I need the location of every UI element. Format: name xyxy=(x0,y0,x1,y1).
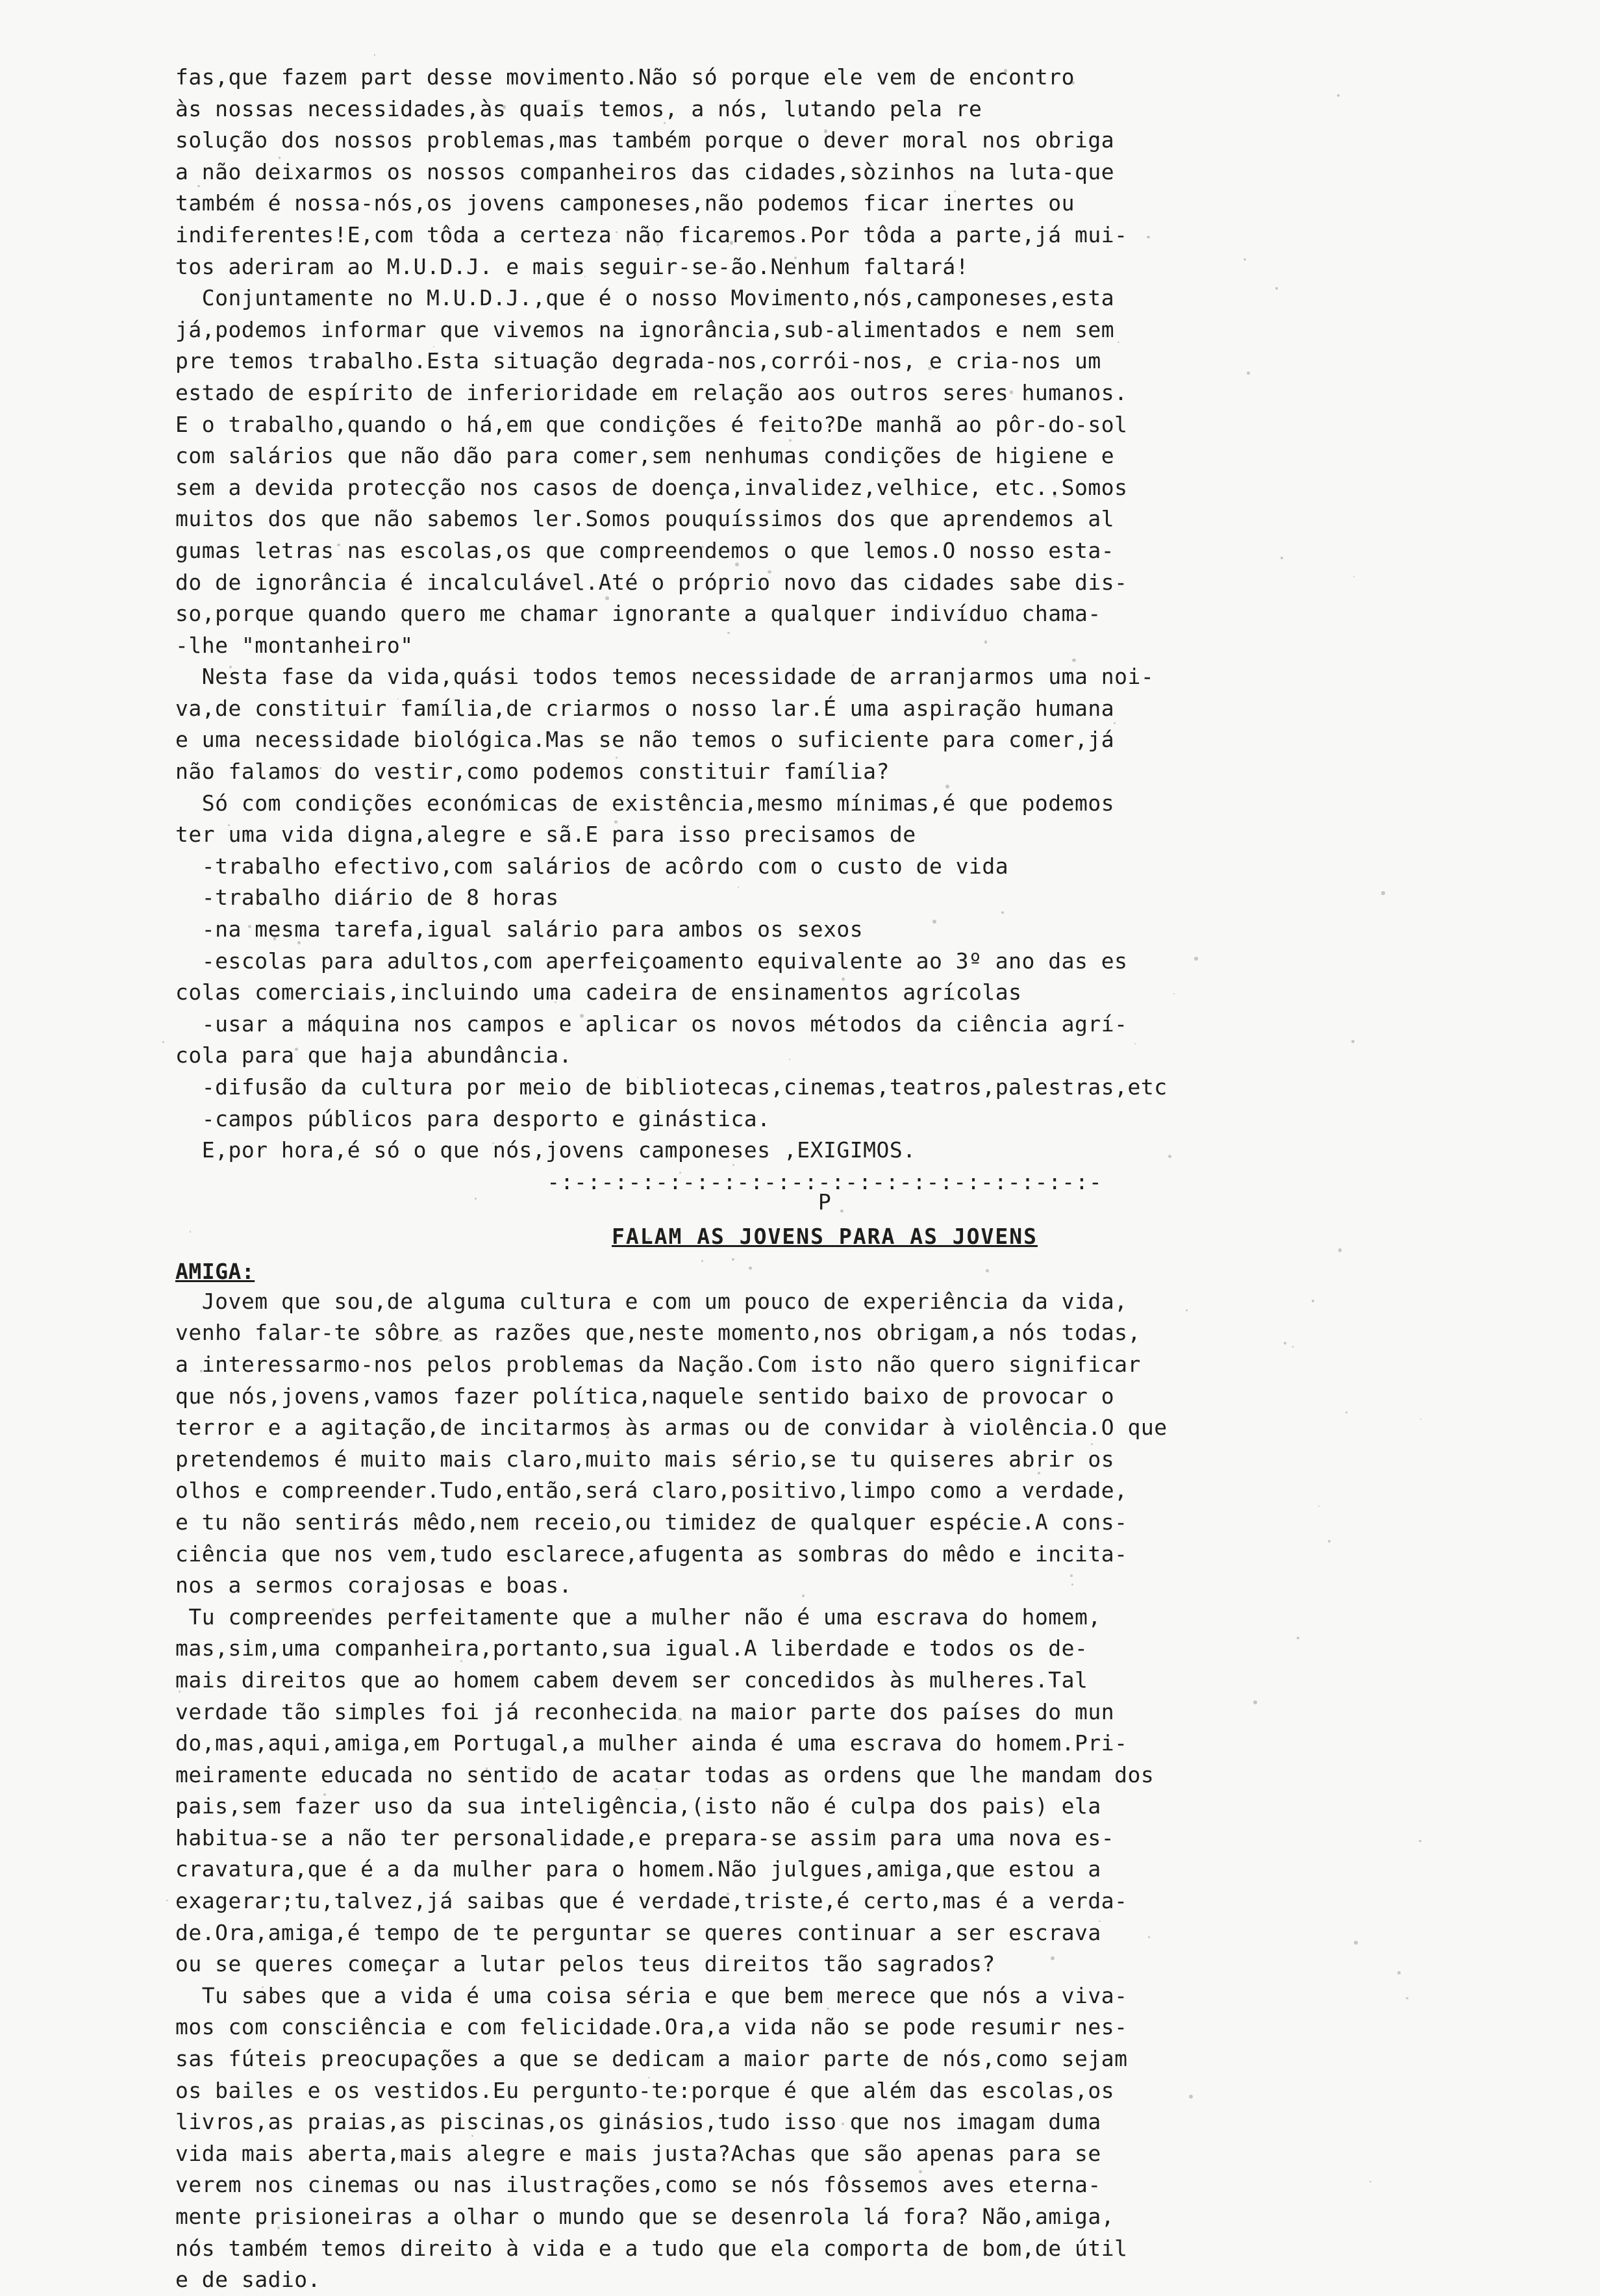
scan-speck xyxy=(768,570,771,574)
scan-speck xyxy=(228,824,230,826)
salutation: AMIGA: xyxy=(175,1258,255,1284)
text-line: estado de espírito de inferioridade em relação aos outros seres humanos. xyxy=(175,379,1128,405)
text-line: verdade tão simples foi já reconhecida na maior parte dos países do mun xyxy=(175,1698,1115,1724)
handwritten-letter-mark: P xyxy=(818,1189,832,1215)
text-line: muitos dos que não sabemos ler.Somos pouquíssimos dos que aprendemos al xyxy=(175,506,1115,532)
scan-speck xyxy=(789,439,792,442)
scan-speck xyxy=(181,103,184,107)
text-line: Jovem que sou,de alguma cultura e com um pouco de experiência da vida, xyxy=(175,1288,1128,1314)
text-line: -trabalho efectivo,com salários de acôrdo com o custo de vida xyxy=(175,853,1009,879)
text-line: olhos e compreender.Tudo,então,será claro,positivo,limpo como a verdade, xyxy=(175,1478,1128,1504)
text-line: nos a sermos corajosas e boas. xyxy=(175,1572,573,1598)
text-line: a interessarmo-nos pelos problemas da Nação.Com isto não quero significar xyxy=(175,1351,1141,1377)
scan-speck xyxy=(679,1172,681,1174)
scan-speck xyxy=(789,1059,790,1060)
text-line: e tu não sentirás mêdo,nem receio,ou timidez de qualquer espécie.A cons- xyxy=(175,1509,1128,1535)
scan-speck xyxy=(492,1142,494,1144)
scan-speck xyxy=(605,596,609,600)
text-line: E,por hora,é só o que nós,jovens camponeses ,EXIGIMOS. xyxy=(175,1137,916,1163)
text-line: -campos públicos para desporto e ginástica. xyxy=(175,1105,771,1131)
scan-speck xyxy=(1051,1956,1055,1960)
scan-speck xyxy=(1244,259,1246,261)
scan-speck xyxy=(319,767,321,769)
text-line: Nesta fase da vida,quási todos temos necessidade de arranjarmos uma noi- xyxy=(175,664,1155,690)
scan-speck xyxy=(471,2135,473,2137)
text-line: -difusão da cultura por meio de bibliotecas,cinemas,teatros,palestras,etc xyxy=(175,1074,1168,1100)
scan-speck xyxy=(1004,69,1007,72)
scan-speck xyxy=(229,666,232,668)
text-line: e uma necessidade biológica.Mas se não temos o suficiente para comer,já xyxy=(175,727,1115,753)
text-line: -lhe "montanheiro" xyxy=(175,632,414,658)
scan-speck xyxy=(379,134,382,137)
text-line: so,porque quando quero me chamar ignorante a qualquer indivíduo chama- xyxy=(175,601,1101,627)
scan-speck xyxy=(1001,911,1004,914)
section-heading: FALAM AS JOVENS PARA AS JOVENS xyxy=(611,1223,1038,1249)
text-line: venho falar-te sôbre as razões que,neste momento,nos obrigam,a nós todas, xyxy=(175,1320,1141,1346)
text-line: mos com consciência e com felicidade.Ora,a vida não se pode resumir nes- xyxy=(175,2014,1128,2040)
scan-speck xyxy=(606,1436,608,1439)
scan-speck xyxy=(1338,1248,1342,1252)
scan-speck xyxy=(701,1260,703,1262)
text-line: ciência que nos vem,tudo esclarece,afugenta as sombras do mêdo e incita- xyxy=(175,1541,1128,1567)
text-line: mente prisioneiras a olhar o mundo que se desenrola lá fora? Não,amiga, xyxy=(175,2204,1115,2229)
scan-speck xyxy=(523,426,527,429)
text-line: nós também temos direito à vida e a tudo que ela comporta de bom,de útil xyxy=(175,2235,1128,2261)
scan-speck xyxy=(1328,1540,1331,1543)
scan-speck xyxy=(1070,1574,1073,1577)
scan-speck xyxy=(364,1112,366,1115)
scan-speck xyxy=(505,2152,508,2155)
scan-speck xyxy=(197,185,199,187)
scan-speck xyxy=(162,1041,164,1043)
scan-speck xyxy=(727,1893,729,1895)
scan-speck xyxy=(1312,1300,1314,1302)
text-line: ou se queres começar a lutar pelos teus direitos tão sagrados? xyxy=(175,1951,995,1977)
scan-speck xyxy=(392,807,395,811)
text-line: tos aderiram ao M.U.D.J. e mais seguir-se-ão.Nenhum faltará! xyxy=(175,253,969,279)
scan-speck xyxy=(1194,957,1198,961)
text-line: cola para que haja abundância. xyxy=(175,1042,573,1068)
text-line: do,mas,aqui,amiga,em Portugal,a mulher ainda é uma escrava do homem.Pri- xyxy=(175,1730,1128,1756)
scan-speck xyxy=(259,2188,262,2190)
text-line: já,podemos informar que vivemos na ignorância,sub-alimentados e nem sem xyxy=(175,316,1115,342)
text-line: Conjuntamente no M.U.D.J.,que é o nosso Movimento,nós,camponeses,esta xyxy=(175,285,1115,311)
text-line: pre temos trabalho.Esta situação degrada-nos,corrói-nos, e cria-nos um xyxy=(175,348,1101,374)
text-line: que nós,jovens,vamos fazer política,naquele sentido baixo de provocar o xyxy=(175,1383,1115,1409)
scan-speck xyxy=(250,461,251,462)
scan-speck xyxy=(351,774,353,776)
text-line: -trabalho diário de 8 horas xyxy=(175,885,559,911)
text-line: Só com condições económicas de existência,mesmo mínimas,é que podemos xyxy=(175,790,1115,816)
scan-speck xyxy=(1071,1583,1073,1585)
scan-speck xyxy=(1297,1637,1299,1639)
scan-speck xyxy=(824,129,828,133)
scan-speck xyxy=(799,116,800,118)
scan-speck xyxy=(166,1900,168,1902)
text-line: a não deixarmos os nossos companheiros das cidades,sòzinhos na luta-que xyxy=(175,158,1115,184)
scan-speck xyxy=(1419,1840,1421,1842)
scan-speck xyxy=(1397,1971,1401,1974)
text-line: pais,sem fazer uso da sua inteligência,(isto não é culpa dos pais) ela xyxy=(175,1793,1101,1819)
scan-speck xyxy=(1275,287,1278,290)
text-line: e de sadio. xyxy=(175,2267,321,2293)
scan-speck xyxy=(984,640,988,644)
text-line: fas,que fazem part desse movimento.Não só porque ele vem de encontro xyxy=(175,64,1075,90)
scan-speck xyxy=(200,1370,202,1372)
text-line: de.Ora,amiga,é tempo de te perguntar se queres continuar a ser escrava xyxy=(175,1919,1101,1945)
manifesto-text xyxy=(175,62,1474,1167)
text-line: do de ignorância é incalculável.Até o próprio novo das cidades sabe dis- xyxy=(175,569,1128,595)
scan-speck xyxy=(1284,1342,1286,1344)
text-line: solução dos nossos problemas,mas também porque o dever moral nos obriga xyxy=(175,127,1115,153)
scan-speck xyxy=(890,1393,892,1395)
scan-speck xyxy=(664,1865,666,1867)
text-line: sem a devida protecção nos casos de doença,invalidez,velhice, etc..Somos xyxy=(175,474,1128,500)
scan-speck xyxy=(248,925,251,928)
scan-speck xyxy=(323,1793,326,1796)
scan-speck xyxy=(1038,1472,1040,1474)
scan-speck xyxy=(1406,1997,1408,2000)
scan-speck xyxy=(584,276,586,277)
scan-speck xyxy=(664,122,666,124)
scan-speck xyxy=(979,1873,983,1877)
scan-speck xyxy=(277,2227,280,2229)
text-line: mais direitos que ao homem cabem devem ser concedidos às mulheres.Tal xyxy=(175,1667,1088,1693)
text-line: habitua-se a não ter personalidade,e prepara-se assim para uma nova es- xyxy=(175,1824,1115,1850)
scan-speck xyxy=(399,1496,401,1498)
section-divider: -:-:-:-:-:-:-:-:-:-:-:-:-:-:-:-:-:-:-:-:- xyxy=(547,1168,1103,1194)
text-line: pretendemos é muito mais claro,muito mais sério,se tu quiseres abrir os xyxy=(175,1446,1115,1472)
scan-speck xyxy=(734,2150,735,2151)
scan-speck xyxy=(648,2077,650,2079)
scan-speck xyxy=(179,1691,181,1693)
scan-speck xyxy=(295,1048,298,1051)
text-line: terror e a agitação,de incitarmos às armas ou de convidar à violência.O que xyxy=(175,1415,1168,1441)
text-line: não falamos do vestir,como podemos constituir família? xyxy=(175,759,890,785)
scan-speck xyxy=(1381,891,1385,895)
scan-speck xyxy=(647,1237,650,1240)
scan-speck xyxy=(279,157,281,159)
scan-speck xyxy=(959,270,960,271)
scan-speck xyxy=(732,1164,734,1166)
scan-speck xyxy=(528,1767,531,1770)
text-line: Tu sabes que a vida é uma coisa séria e que bem merece que nós a viva- xyxy=(175,1982,1128,2008)
scan-speck xyxy=(954,190,956,192)
text-line: gumas letras nas escolas,os que compreendemos o que lemos.O nosso esta- xyxy=(175,537,1115,563)
scan-speck xyxy=(332,1608,334,1611)
scan-speck xyxy=(1354,1941,1358,1945)
scan-speck xyxy=(1186,1309,1188,1311)
text-line: -escolas para adultos,com aperfeiçoamento equivalente ao 3º ano das es xyxy=(175,948,1128,974)
scan-speck xyxy=(616,231,617,233)
scan-speck xyxy=(245,833,247,835)
text-line: E o trabalho,quando o há,em que condições é feito?De manhã ao pôr-do-sol xyxy=(175,411,1128,437)
text-line: -usar a máquina nos campos e aplicar os novos métodos da ciência agrí- xyxy=(175,1011,1128,1037)
text-line: Tu compreendes perfeitamente que a mulher não é uma escrava do homem, xyxy=(175,1604,1101,1630)
text-line: colas comerciais,incluindo uma cadeira de ensinamentos agrícolas xyxy=(175,979,1022,1005)
scan-speck xyxy=(842,2123,844,2125)
text-line: ter uma vida digna,alegre e sã.E para isso precisamos de xyxy=(175,822,916,848)
scan-speck xyxy=(555,1002,556,1003)
text-line: os bailes e os vestidos.Eu pergunto-te:porque é que além das escolas,os xyxy=(175,2077,1115,2103)
scan-speck xyxy=(1168,1155,1171,1158)
scan-speck xyxy=(727,632,730,635)
text-line: com salários que não dão para comer,sem nenhumas condições de higiene e xyxy=(175,443,1115,469)
scan-speck xyxy=(656,243,659,246)
scan-speck xyxy=(919,2170,922,2173)
scan-speck xyxy=(190,1231,191,1232)
text-line: mas,sim,uma companheira,portanto,sua igual.A liberdade e todos os de- xyxy=(175,1635,1088,1661)
text-line: vida mais aberta,mais alegre e mais justa?Achas que são apenas para se xyxy=(175,2140,1101,2166)
scan-speck xyxy=(827,2008,829,2010)
scan-speck xyxy=(945,785,949,788)
scan-speck xyxy=(337,544,340,547)
scan-speck xyxy=(564,1845,567,1848)
text-line: -na mesma tarefa,igual salário para ambos os sexos xyxy=(175,916,864,942)
scan-speck xyxy=(1345,1411,1347,1413)
text-line: livros,as praias,as piscinas,os ginásios,tudo isso que nos imagam duma xyxy=(175,2109,1101,2135)
scan-speck xyxy=(261,1146,264,1150)
text-line: exagerar;tu,talvez,já saibas que é verdade,triste,é certo,mas é a verda- xyxy=(175,1888,1128,1914)
letter-text xyxy=(175,1286,1474,2296)
text-line: cravatura,que é a da mulher para o homem.Não julgues,amiga,que estou a xyxy=(175,1856,1101,1882)
scan-speck xyxy=(622,1676,625,1680)
scan-speck xyxy=(777,963,779,964)
scan-speck xyxy=(802,1595,805,1597)
scan-speck xyxy=(840,1209,844,1213)
text-line: indiferentes!E,com tôda a certeza não ficaremos.Por tôda a parte,já mui- xyxy=(175,221,1128,247)
text-line: meiramente educada no sentido de acatar todas as ordens que lhe mandam dos xyxy=(175,1761,1155,1787)
scan-speck xyxy=(1351,1040,1355,1043)
scan-speck xyxy=(1099,1921,1101,1923)
text-line: verem nos cinemas ou nas ilustrações,como se nós fôssemos aves eterna- xyxy=(175,2172,1101,2198)
scan-speck xyxy=(567,99,569,102)
text-line: às nossas necessidades,às quais temos, a nós, lutando pela re xyxy=(175,95,982,121)
text-line: também é nossa-nós,os jovens camponeses,não podemos ficar inertes ou xyxy=(175,190,1075,216)
scan-speck xyxy=(730,241,733,244)
scan-speck xyxy=(1072,659,1075,662)
scan-speck xyxy=(374,54,376,56)
typewritten-page xyxy=(175,62,1474,2296)
text-line: sas fúteis preocupações a que se dedicam a maior parte de nós,como sejam xyxy=(175,2046,1128,2072)
text-line: va,de constituir família,de criarmos o nosso lar.É uma aspiração humana xyxy=(175,695,1115,721)
